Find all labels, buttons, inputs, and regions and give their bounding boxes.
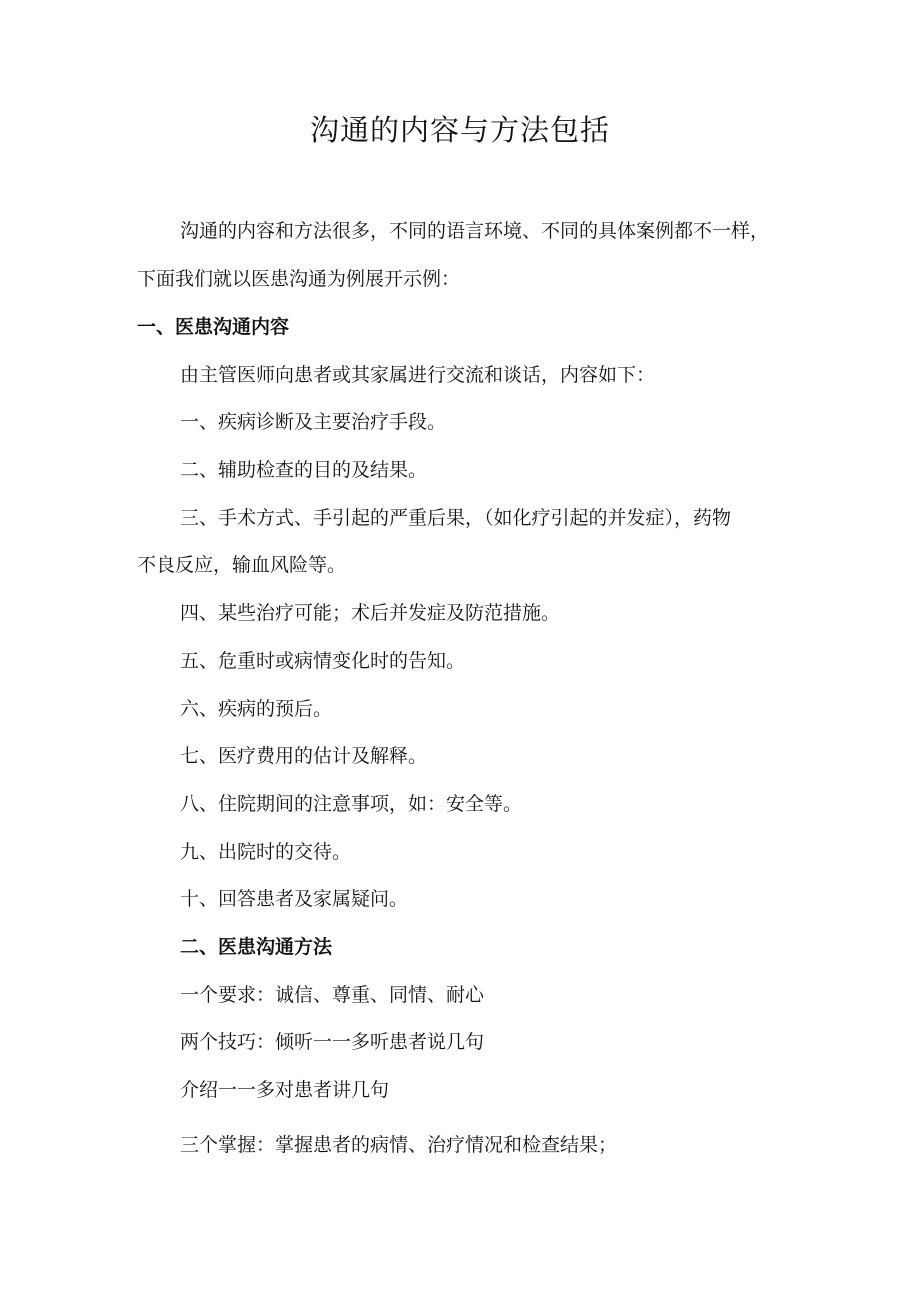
list-item: 五、危重时或病情变化时的告知。	[180, 650, 466, 672]
list-item: 二、辅助检查的目的及结果。	[180, 459, 428, 481]
list-item: 四、某些治疗可能；术后并发症及防范措施。	[180, 602, 561, 624]
list-item: 三、手术方式、手引起的严重后果，（如化疗引起的并发症），药物	[180, 507, 732, 529]
list-item: 八、住院期间的注意事项，如：安全等。	[180, 793, 523, 815]
list-item: 九、出院时的交待。	[180, 841, 352, 863]
section-heading-methods: 二、医患沟通方法	[180, 936, 333, 958]
list-item: 七、医疗费用的估计及解释。	[180, 745, 428, 767]
section-heading-content: 一、医患沟通内容	[137, 316, 290, 338]
method-line: 三个掌握：掌握患者的病情、治疗情况和检查结果；	[180, 1134, 618, 1156]
intro-line-1: 沟通的内容和方法很多，不同的语言环境、不同的具体案例都不一样，	[180, 220, 770, 242]
method-line: 介绍一一多对患者讲几句	[180, 1079, 390, 1101]
list-item-continuation: 不良反应，输血风险等。	[137, 554, 347, 576]
list-item: 一、疾病诊断及主要治疗手段。	[180, 411, 447, 433]
section-lead: 由主管医师向患者或其家属进行交流和谈话，内容如下：	[180, 364, 656, 386]
method-line: 两个技巧：倾听一一多听患者说几句	[180, 1031, 485, 1053]
intro-line-2: 下面我们就以医患沟通为例展开示例：	[137, 268, 461, 290]
list-item: 六、疾病的预后。	[180, 698, 333, 720]
method-line: 一个要求：诚信、尊重、同情、耐心	[180, 984, 485, 1006]
list-item: 十、回答患者及家属疑问。	[180, 888, 409, 910]
document-title: 沟通的内容与方法包括	[309, 113, 610, 147]
